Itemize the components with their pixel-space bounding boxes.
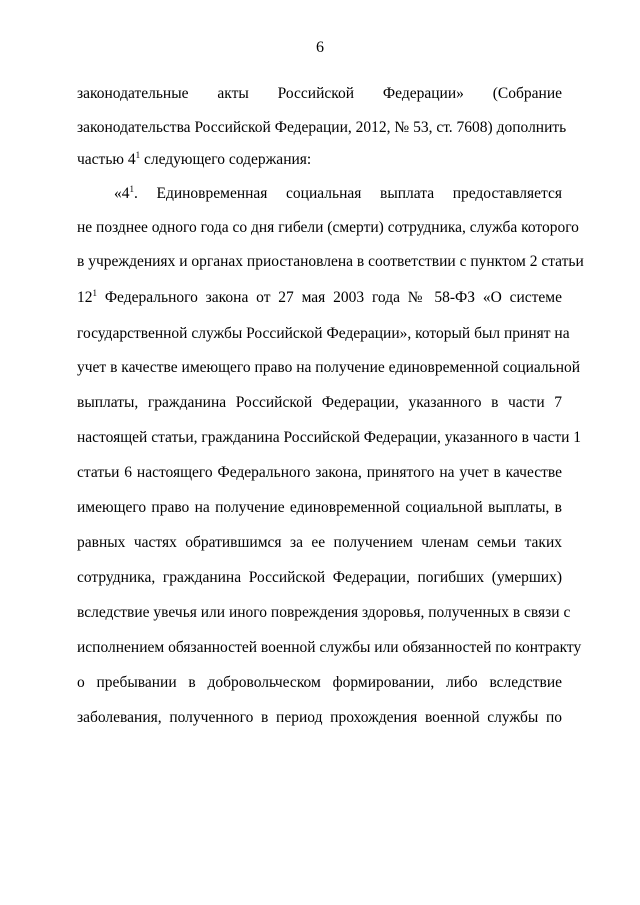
text-line [77, 150, 562, 170]
text-line: государственной службы Российской Федерации», который был принят на [77, 325, 570, 342]
text-line [77, 288, 562, 308]
text-fragment: Федерального закона от 27 мая 2003 года № 58-ФЗ «О системе [97, 289, 562, 306]
text-line: о пребывании в добровольческом формировании, либо вследствие [77, 674, 562, 691]
superscript: 1 [129, 184, 134, 194]
page-number: 6 [316, 39, 324, 56]
text-line: вследствие увечья или иного повреждения здоровья, полученных в связи с [77, 604, 571, 621]
text-line [114, 184, 562, 204]
text-line: равных частях обратившимся за ее получением членам семьи таких [77, 534, 562, 551]
superscript: 1 [135, 150, 141, 160]
text-fragment: . Единовременная социальная выплата предоставляется [134, 185, 562, 202]
text-line: статьи 6 настоящего Федерального закона, принятого на учет в качестве [77, 464, 562, 481]
text-fragment: 12 [77, 289, 93, 306]
text-line: исполнением обязанностей военной службы или обязанностей по контракту [77, 639, 582, 656]
text-line: выплаты, гражданина Российской Федерации, указанного в части 7 [77, 394, 562, 411]
text-line: настоящей статьи, гражданина Российской Федерации, указанного в части 1 [77, 429, 582, 446]
superscript: 1 [92, 288, 97, 298]
text-line: не позднее одного года со дня гибели (смерти) сотрудника, служба которого [77, 219, 579, 236]
text-fragment: «4 [114, 185, 130, 202]
text-fragment: частью 4 [77, 151, 136, 168]
text-line: сотрудника, гражданина Российской Федерации, погибших (умерших) [77, 569, 562, 586]
text-line: заболевания, полученного в период прохождения военной службы по [77, 709, 562, 726]
text-line: законодательные акты Российской Федерации» (Собрание [77, 85, 562, 102]
text-fragment: следующего содержания: [140, 151, 312, 168]
text-line: законодательства Российской Федерации, 2012, № 53, ст. 7608) дополнить [77, 119, 567, 136]
text-line: имеющего право на получение единовременной социальной выплаты, в [77, 499, 562, 516]
text-line: в учреждениях и органах приостановлена в соответствии с пунктом 2 статьи [77, 253, 584, 270]
text-line: учет в качестве имеющего право на получение единовременной социальной [77, 359, 581, 376]
